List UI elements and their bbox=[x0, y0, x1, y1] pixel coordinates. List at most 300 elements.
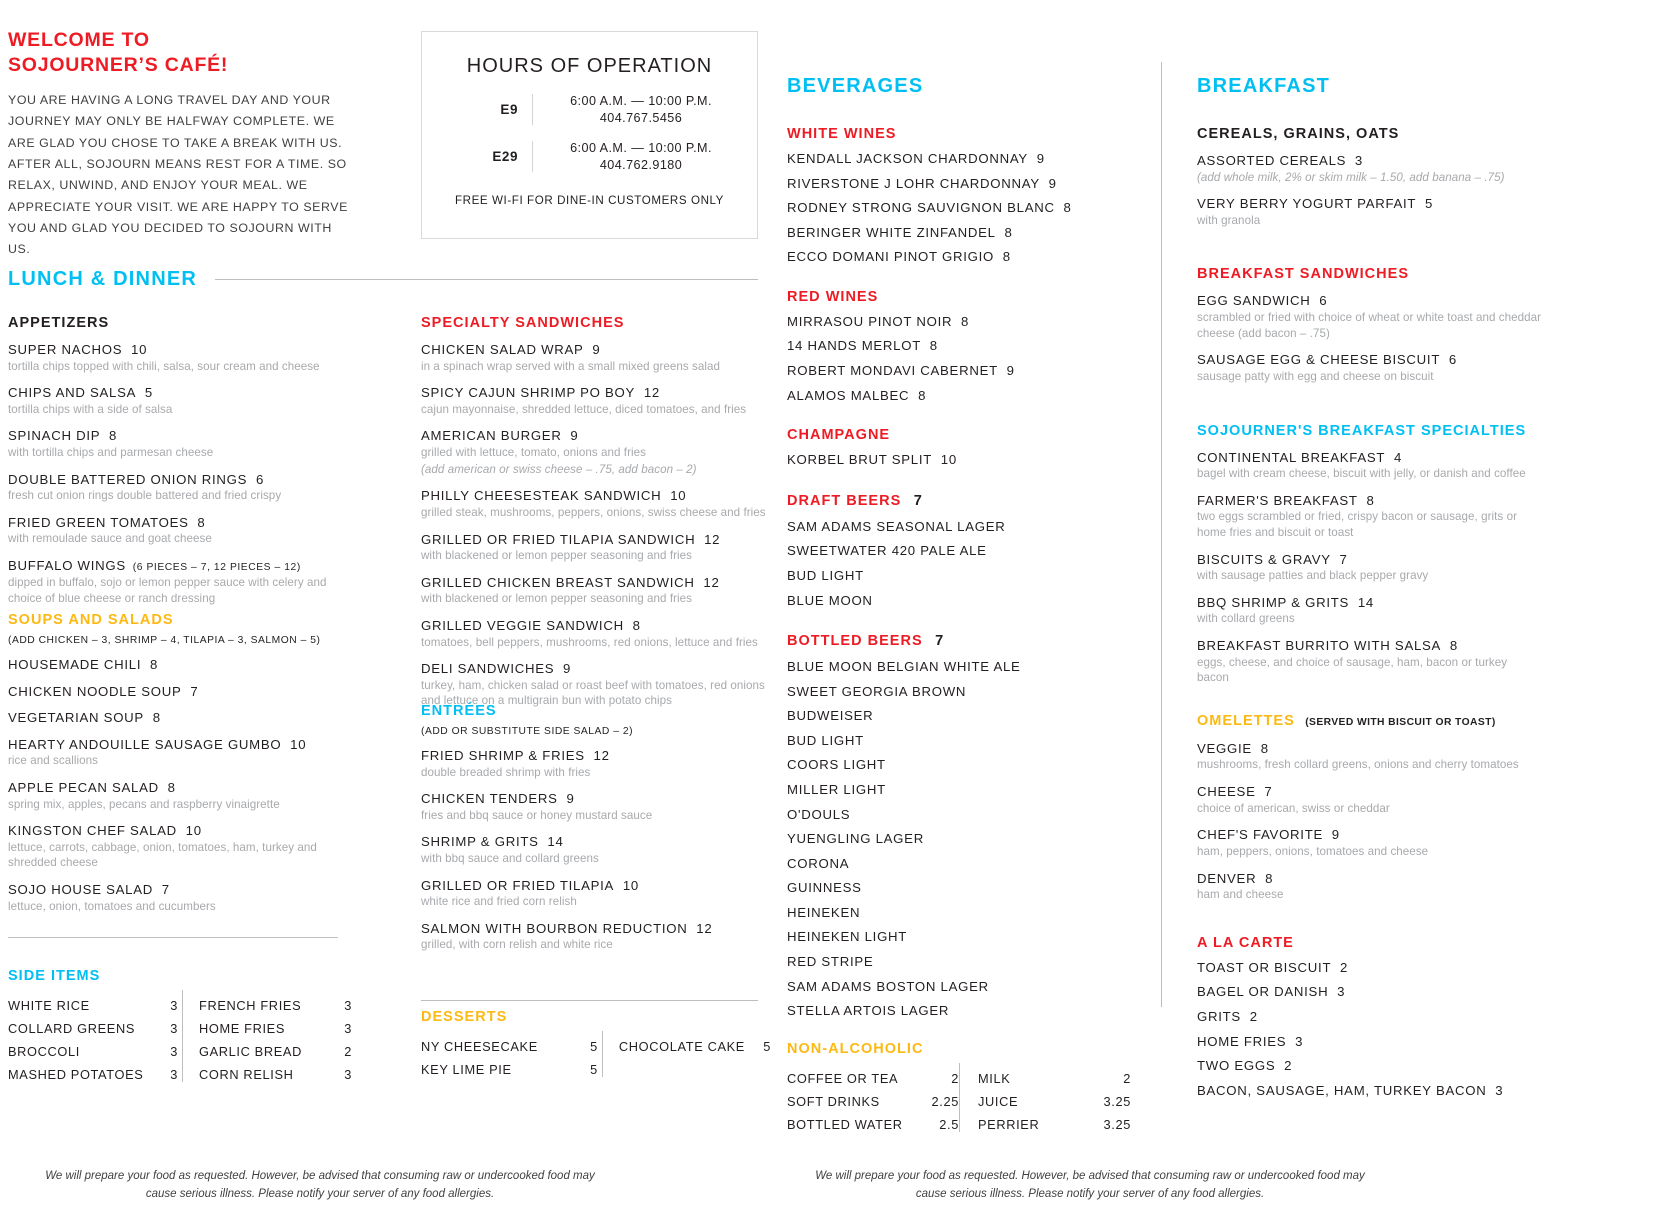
price-row-name: COFFEE OR TEA bbox=[787, 1070, 899, 1086]
menu-item-price: 14 bbox=[538, 834, 564, 850]
menu-item-name: EGG SANDWICH bbox=[1197, 293, 1311, 309]
menu-item-description: with tortilla chips and parmesan cheese bbox=[8, 446, 214, 460]
draft-beers-list bbox=[787, 519, 1157, 608]
price-row bbox=[787, 1094, 959, 1109]
menu-item-name: MIRRASOU PINOT NOIR bbox=[787, 313, 953, 329]
menu-item bbox=[421, 428, 771, 444]
menu-item-name: TWO EGGS bbox=[1197, 1058, 1276, 1074]
menu-item-name: FRIED GREEN TOMATOES bbox=[8, 514, 189, 530]
menu-item-description: two eggs scrambled or fried, crispy bacon or sausage, grits or home fries and biscuit or toast bbox=[1197, 510, 1517, 539]
menu-item-price: 8 bbox=[1251, 740, 1269, 756]
price-row-name: MILK bbox=[978, 1070, 1011, 1086]
a-la-carte-list bbox=[1197, 960, 1542, 1098]
menu-item bbox=[8, 342, 353, 358]
menu-item bbox=[787, 954, 1157, 970]
menu-item-name: HEINEKEN LIGHT bbox=[787, 929, 908, 945]
breakfast-section bbox=[1197, 75, 1542, 1098]
draft-beers-heading-row bbox=[787, 492, 1157, 510]
bottled-beers-list bbox=[787, 659, 1157, 1019]
menu-item-name: 14 HANDS MERLOT bbox=[787, 338, 922, 354]
menu-item-description: with collard greens bbox=[1197, 612, 1295, 626]
menu-item bbox=[421, 385, 771, 401]
menu-item-description-extra: (add american or swiss cheese – .75, add bacon – 2) bbox=[421, 462, 697, 476]
menu-item-description: lettuce, carrots, cabbage, onion, tomatoes, ham, turkey and shredded cheese bbox=[8, 840, 317, 870]
menu-item bbox=[1197, 741, 1542, 757]
price-row-value: 5 bbox=[763, 1039, 771, 1054]
menu-item-description: with granola bbox=[1197, 213, 1261, 227]
price-row bbox=[978, 1094, 1131, 1109]
menu-item-price: 9 bbox=[554, 661, 572, 677]
welcome-title-line2: SOJOURNER’S CAFÉ! bbox=[8, 53, 229, 76]
menu-item bbox=[8, 882, 353, 898]
menu-item-price: 7 bbox=[181, 683, 199, 699]
hours-row bbox=[422, 141, 757, 172]
menu-item bbox=[787, 659, 1157, 675]
cereals-group bbox=[1197, 126, 1542, 228]
breakfast-specialties-group bbox=[1197, 423, 1542, 686]
menu-item-price: 8 bbox=[909, 387, 927, 403]
menu-item-price: 10 bbox=[932, 452, 957, 468]
menu-item-description: with blackened or lemon pepper seasoning and fries bbox=[421, 549, 693, 563]
price-row-value: 2.5 bbox=[939, 1116, 959, 1132]
menu-item-price: 5 bbox=[1416, 196, 1434, 212]
menu-item-price: 8 bbox=[1357, 492, 1375, 508]
menu-item-price: 3 bbox=[1346, 153, 1363, 168]
hours-row bbox=[422, 94, 757, 125]
a-la-carte-group bbox=[1197, 935, 1542, 1098]
champagne-group bbox=[787, 427, 1157, 468]
menu-item bbox=[787, 593, 1157, 609]
section-heading-label: LUNCH & DINNER bbox=[8, 268, 198, 290]
menu-item-name: CORONA bbox=[787, 855, 850, 871]
menu-item-name: KINGSTON CHEF SALAD bbox=[8, 823, 177, 839]
menu-item-price: 8 bbox=[1256, 870, 1274, 886]
menu-item-description: mushrooms, fresh collard greens, onions and cherry tomatoes bbox=[1197, 758, 1519, 772]
desserts-left-column bbox=[421, 1031, 598, 1077]
welcome-body: YOU ARE HAVING A LONG TRAVEL DAY AND YOUR JOURNEY MAY ONLY BE HALFWAY COMPLETE. WE ARE GLAD YOU CHOSE TO TAKE A BREAK WITH US. AFTER ALL, SOJOURN MEANS REST FOR A TIME. SO RELAX, UNWIND, AND ENJOY YOUR MEAL. WE APPRECIATE YOUR VISIT. WE ARE HAPPY TO SERVE YOU AND GLAD YOU DECIDED TO SOJOURN WITH US. bbox=[8, 92, 348, 257]
menu-item-name: VERY BERRY YOGURT PARFAIT bbox=[1197, 196, 1417, 212]
menu-item-price: 10 bbox=[614, 877, 639, 893]
bottled-beers-price: 7 bbox=[935, 633, 945, 650]
champagne-list bbox=[787, 452, 1157, 468]
menu-item bbox=[787, 519, 1157, 535]
menu-item-description: ham, peppers, onions, tomatoes and cheese bbox=[1197, 844, 1429, 858]
section-divider bbox=[421, 1000, 758, 1001]
menu-item-name: SALMON WITH BOURBON REDUCTION bbox=[421, 920, 688, 936]
menu-item-price: 8 bbox=[143, 710, 161, 726]
menu-item-description: grilled, with corn relish and white rice bbox=[421, 938, 613, 952]
menu-item-name: FARMER'S BREAKFAST bbox=[1197, 492, 1358, 508]
menu-item-price: 6 bbox=[1310, 293, 1328, 309]
menu-item bbox=[421, 748, 771, 764]
menu-item-description: tomatoes, bell peppers, mushrooms, red onions, lettuce and fries bbox=[421, 635, 758, 649]
menu-item-price: 10 bbox=[281, 736, 307, 752]
menu-item-price: 8 bbox=[1441, 638, 1458, 654]
draft-beers-heading: DRAFT BEERS bbox=[787, 492, 902, 509]
breakfast-sandwiches-group bbox=[1197, 266, 1542, 384]
menu-item-name: DELI SANDWICHES bbox=[421, 661, 555, 677]
menu-item bbox=[421, 342, 771, 358]
price-row bbox=[199, 1044, 352, 1059]
menu-item bbox=[787, 1003, 1157, 1019]
menu-item-price: (6 PIECES – 7, 12 PIECES – 12) bbox=[125, 562, 301, 574]
price-row-value: 3 bbox=[344, 1067, 352, 1082]
menu-item bbox=[1197, 493, 1542, 509]
menu-item bbox=[1197, 638, 1542, 654]
menu-item-description: bagel with cream cheese, biscuit with jelly, or danish and coffee bbox=[1197, 467, 1526, 481]
side-items-section bbox=[8, 968, 353, 1082]
price-row bbox=[421, 1039, 598, 1054]
menu-item bbox=[1197, 871, 1542, 887]
menu-item-name: SAUSAGE EGG & CHEESE BISCUIT bbox=[1197, 352, 1441, 368]
menu-item-price: 8 bbox=[921, 338, 938, 354]
menu-item bbox=[8, 823, 353, 839]
menu-item bbox=[421, 834, 771, 850]
entrees-note: (ADD OR SUBSTITUTE SIDE SALAD – 2) bbox=[421, 726, 634, 737]
footer-disclaimer-left: We will prepare your food as requested. However, be advised that consuming raw or undercooked food may cause serious illness. Please notify your server of any food allergies. bbox=[45, 1170, 595, 1201]
omelettes-group bbox=[1197, 712, 1542, 903]
menu-item-price: 8 bbox=[995, 224, 1013, 240]
menu-item-description: choice of american, swiss or cheddar bbox=[1197, 801, 1390, 815]
menu-item-name: COORS LIGHT bbox=[787, 757, 886, 773]
menu-item-name: GRILLED OR FRIED TILAPIA SANDWICH bbox=[421, 531, 696, 547]
menu-item bbox=[1197, 1058, 1542, 1074]
price-row bbox=[978, 1071, 1131, 1086]
menu-item-description: with blackened or lemon pepper seasoning and fries bbox=[421, 592, 693, 606]
menu-item-description: fries and bbq sauce or honey mustard sauce bbox=[421, 808, 653, 822]
menu-item bbox=[1197, 984, 1542, 1000]
appetizers-heading: APPETIZERS bbox=[8, 315, 110, 331]
menu-item-description: with remoulade sauce and goat cheese bbox=[8, 532, 212, 546]
section-divider bbox=[8, 937, 338, 938]
price-row-name: BOTTLED WATER bbox=[787, 1116, 903, 1132]
menu-item-price: 8 bbox=[188, 514, 206, 530]
welcome-title-line1: WELCOME TO bbox=[8, 29, 150, 51]
menu-item-name: SWEET GEORGIA BROWN bbox=[787, 683, 967, 699]
menu-item bbox=[787, 905, 1157, 921]
menu-item-price: 8 bbox=[623, 617, 641, 633]
price-row bbox=[787, 1071, 959, 1086]
menu-item bbox=[787, 314, 1157, 330]
menu-item bbox=[1197, 960, 1542, 976]
menu-item-name: SPICY CAJUN SHRIMP PO BOY bbox=[421, 385, 636, 401]
menu-item-price: 8 bbox=[100, 428, 118, 444]
white-wines-list bbox=[787, 151, 1157, 265]
menu-item-description: eggs, cheese, and choice of sausage, ham, bacon or turkey bacon bbox=[1197, 655, 1508, 685]
menu-item bbox=[8, 780, 353, 796]
breakfast-specialties-list bbox=[1197, 450, 1542, 686]
menu-item-name: GRILLED OR FRIED TILAPIA bbox=[421, 877, 615, 893]
menu-item bbox=[787, 929, 1157, 945]
menu-item-name: VEGETARIAN SOUP bbox=[8, 710, 144, 726]
menu-item-description: ham and cheese bbox=[1197, 888, 1284, 902]
menu-item-price: 9 bbox=[1323, 827, 1340, 843]
menu-item-name: SUPER NACHOS bbox=[8, 342, 123, 357]
price-row bbox=[8, 998, 178, 1013]
breakfast-heading: BREAKFAST bbox=[1197, 75, 1331, 97]
soups-salads-note: (ADD CHICKEN – 3, SHRIMP – 4, TILAPIA – 3, SALMON – 5) bbox=[8, 635, 321, 646]
menu-item-price: 9 bbox=[557, 791, 575, 807]
menu-item-price: 2 bbox=[1331, 959, 1349, 975]
menu-item bbox=[787, 225, 1157, 241]
menu-item-name: YUENGLING LAGER bbox=[787, 831, 924, 847]
menu-item-name: CONTINENTAL BREAKFAST bbox=[1197, 449, 1386, 465]
non-alcoholic-left-column bbox=[787, 1063, 959, 1132]
menu-item bbox=[787, 388, 1157, 404]
menu-item bbox=[1197, 784, 1542, 800]
desserts-section bbox=[421, 1009, 771, 1077]
menu-item-name: PHILLY CHEESESTEAK SANDWICH bbox=[421, 488, 662, 504]
menu-item bbox=[8, 385, 353, 401]
menu-item-price: 9 bbox=[997, 363, 1015, 379]
breakfast-specialties-heading: SOJOURNER'S BREAKFAST SPECIALTIES bbox=[1197, 422, 1527, 439]
menu-item bbox=[8, 558, 353, 574]
white-wines-group bbox=[787, 126, 1157, 265]
hours-title: HOURS OF OPERATION bbox=[466, 55, 713, 77]
menu-item-name: FRIED SHRIMP & FRIES bbox=[421, 748, 585, 763]
appetizers-section bbox=[8, 315, 353, 607]
menu-item-description: white rice and fried corn relish bbox=[421, 895, 577, 909]
wifi-note: FREE WI-FI FOR DINE-IN CUSTOMERS ONLY bbox=[454, 194, 724, 207]
menu-item-name: HOME FRIES bbox=[1197, 1033, 1287, 1049]
menu-item-name: DENVER bbox=[1197, 870, 1257, 886]
menu-item-description: cajun mayonnaise, shredded lettuce, diced tomatoes, and fries bbox=[421, 402, 747, 416]
menu-item-description: with bbq sauce and collard greens bbox=[421, 852, 599, 866]
menu-item-description: tortilla chips with a side of salsa bbox=[8, 402, 173, 416]
menu-item-price: 10 bbox=[661, 488, 687, 504]
red-wines-group bbox=[787, 289, 1157, 403]
menu-item-price: 6 bbox=[247, 471, 265, 487]
menu-item bbox=[1197, 450, 1542, 466]
side-items-right-column bbox=[182, 990, 352, 1082]
menu-item bbox=[1197, 827, 1542, 843]
price-row-value: 2 bbox=[344, 1044, 352, 1059]
price-row-value: 3 bbox=[170, 1067, 178, 1082]
menu-item-price: 12 bbox=[635, 385, 660, 401]
menu-item-price: 12 bbox=[695, 531, 721, 547]
hours-phone: 404.762.9180 bbox=[599, 158, 683, 172]
price-row-name: BROCCOLI bbox=[8, 1044, 80, 1059]
champagne-heading: CHAMPAGNE bbox=[787, 427, 891, 444]
menu-item-name: ROBERT MONDAVI CABERNET bbox=[787, 363, 998, 379]
menu-item-name: GRILLED CHICKEN BREAST SANDWICH bbox=[421, 574, 695, 590]
menu-item-price: 6 bbox=[1440, 352, 1457, 368]
menu-item bbox=[421, 488, 771, 504]
menu-item-description: spring mix, apples, pecans and raspberry vinaigrette bbox=[8, 797, 280, 811]
beverages-heading: BEVERAGES bbox=[787, 75, 924, 97]
menu-item-price: 2 bbox=[1240, 1008, 1258, 1024]
menu-item bbox=[787, 684, 1157, 700]
welcome-block bbox=[8, 28, 353, 261]
hours-phone: 404.767.5456 bbox=[599, 111, 683, 125]
menu-item bbox=[787, 452, 1157, 468]
price-row-name: NY CHEESECAKE bbox=[421, 1039, 538, 1054]
menu-item-description: with sausage patties and black pepper gravy bbox=[1197, 569, 1429, 583]
menu-item bbox=[1197, 153, 1542, 169]
menu-item bbox=[421, 878, 771, 894]
bottled-beers-heading: BOTTLED BEERS bbox=[787, 633, 923, 650]
menu-item-description: rice and scallions bbox=[8, 754, 98, 768]
menu-item-name: CHIPS AND SALSA bbox=[8, 385, 137, 401]
menu-item-name: GRILLED VEGGIE SANDWICH bbox=[421, 617, 624, 633]
menu-item-name: BUD LIGHT bbox=[787, 567, 864, 583]
menu-item-description: turkey, ham, chicken salad or roast beef with tomatoes, red onions and lettuce on a multigrain bun with potato chips bbox=[421, 678, 765, 708]
menu-item-price: 7 bbox=[1330, 551, 1348, 567]
menu-item-description: lettuce, onion, tomatoes and cucumbers bbox=[8, 899, 216, 913]
menu-item bbox=[421, 618, 771, 634]
omelettes-heading: OMELETTES bbox=[1197, 712, 1295, 729]
menu-item-name: BACON, SAUSAGE, HAM, TURKEY BACON bbox=[1197, 1082, 1487, 1098]
menu-item bbox=[8, 737, 353, 753]
price-row bbox=[8, 1044, 178, 1059]
price-row-name: SOFT DRINKS bbox=[787, 1093, 880, 1109]
menu-item-price: 3 bbox=[1486, 1082, 1504, 1098]
menu-item-description: tortilla chips topped with chili, salsa, sour cream and cheese bbox=[8, 359, 320, 373]
price-row-name: KEY LIME PIE bbox=[421, 1062, 512, 1077]
menu-item-name: SOJO HOUSE SALAD bbox=[8, 882, 153, 898]
menu-item bbox=[421, 661, 771, 677]
menu-item-name: CHEESE bbox=[1197, 784, 1256, 800]
entrees-heading: ENTRÉES bbox=[421, 703, 497, 719]
hours-time: 6:00 A.M. — 10:00 P.M. bbox=[570, 94, 712, 108]
menu-item bbox=[1197, 352, 1542, 368]
menu-item-price: 8 bbox=[952, 313, 970, 329]
menu-item-name: TOAST OR BISCUIT bbox=[1197, 959, 1332, 975]
menu-item-price: 14 bbox=[1349, 594, 1374, 610]
price-row-value: 2 bbox=[1123, 1070, 1131, 1086]
breakfast-sandwiches-list bbox=[1197, 293, 1542, 384]
menu-item-name: BLUE MOON bbox=[787, 592, 873, 608]
price-row-value: 3 bbox=[344, 998, 352, 1013]
gate-code: E9 bbox=[500, 102, 518, 117]
desserts-heading: DESSERTS bbox=[421, 1009, 508, 1025]
menu-item-name: RODNEY STRONG SAUVIGNON BLANC bbox=[787, 200, 1055, 216]
menu-item bbox=[787, 363, 1157, 379]
menu-item-name: KORBEL BRUT SPLIT bbox=[787, 452, 932, 468]
menu-item-price: 9 bbox=[561, 428, 579, 444]
white-wines-heading: WHITE WINES bbox=[787, 126, 897, 142]
omelettes-note: (SERVED WITH BISCUIT OR TOAST) bbox=[1305, 716, 1496, 728]
menu-item-name: RIVERSTONE J LOHR CHARDONNAY bbox=[787, 175, 1040, 191]
price-row-value: 5 bbox=[590, 1039, 598, 1054]
appetizers-list bbox=[8, 342, 353, 607]
lunch-dinner-heading bbox=[8, 268, 758, 291]
menu-item-name: HEARTY ANDOUILLE SAUSAGE GUMBO bbox=[8, 736, 282, 752]
price-row bbox=[199, 998, 352, 1013]
price-row-name: FRENCH FRIES bbox=[199, 998, 302, 1013]
menu-item-price: 9 bbox=[1039, 175, 1057, 191]
side-items-left-column bbox=[8, 990, 178, 1082]
menu-item bbox=[8, 710, 353, 726]
hours-time: 6:00 A.M. — 10:00 P.M. bbox=[570, 141, 712, 155]
menu-item-price: 2 bbox=[1275, 1058, 1293, 1074]
menu-item-price: 4 bbox=[1385, 449, 1403, 465]
menu-item-name: AMERICAN BURGER bbox=[421, 428, 562, 444]
menu-item-price: 8 bbox=[993, 249, 1011, 265]
price-row-value: 2.25 bbox=[931, 1093, 959, 1109]
price-row-name: JUICE bbox=[978, 1093, 1019, 1109]
price-row-name: WHITE RICE bbox=[8, 998, 90, 1013]
price-row bbox=[978, 1117, 1131, 1132]
menu-item bbox=[787, 733, 1157, 749]
menu-item bbox=[787, 249, 1157, 265]
price-row bbox=[8, 1067, 178, 1082]
menu-item-name: O'DOULS bbox=[787, 806, 851, 822]
menu-item-name: BERINGER WHITE ZINFANDEL bbox=[787, 224, 996, 240]
menu-item bbox=[787, 782, 1157, 798]
menu-item-name: APPLE PECAN SALAD bbox=[8, 779, 159, 795]
side-items-heading: SIDE ITEMS bbox=[8, 968, 101, 984]
menu-item bbox=[787, 880, 1157, 896]
menu-item bbox=[421, 791, 771, 807]
soups-salads-list bbox=[8, 657, 353, 914]
menu-item bbox=[787, 338, 1157, 354]
menu-item-name: ALAMOS MALBEC bbox=[787, 387, 910, 403]
menu-item-description: (add whole milk, 2% or skim milk – 1.50, add banana – .75) bbox=[1197, 170, 1505, 184]
beverages-section bbox=[787, 75, 1157, 1132]
menu-item-price: 7 bbox=[1255, 784, 1273, 800]
menu-item-description: double breaded shrimp with fries bbox=[421, 765, 591, 779]
side-items-table bbox=[8, 990, 353, 1082]
price-row bbox=[421, 1062, 598, 1077]
non-alcoholic-right-column bbox=[959, 1063, 1131, 1132]
price-row-value: 3.25 bbox=[1103, 1116, 1131, 1132]
menu-item-description: in a spinach wrap served with a small mixed greens salad bbox=[421, 359, 721, 373]
menu-item-price: 3 bbox=[1328, 984, 1346, 1000]
menu-item bbox=[787, 568, 1157, 584]
draft-beers-price: 7 bbox=[913, 492, 923, 509]
menu-item-name: BAGEL OR DANISH bbox=[1197, 984, 1329, 1000]
menu-item bbox=[1197, 595, 1542, 611]
soups-salads-heading: SOUPS AND SALADS bbox=[8, 612, 174, 628]
price-row-value: 3 bbox=[170, 998, 178, 1013]
price-row bbox=[199, 1021, 352, 1036]
entrees-list bbox=[421, 748, 771, 953]
menu-item-price: 8 bbox=[141, 657, 159, 672]
price-row-name: CHOCOLATE CAKE bbox=[618, 1039, 745, 1054]
menu-item-name: CHEF'S FAVORITE bbox=[1197, 827, 1324, 843]
menu-item bbox=[787, 757, 1157, 773]
desserts-right-column bbox=[602, 1031, 771, 1077]
menu-item-name: BUDWEISER bbox=[787, 708, 874, 724]
price-row-name: GARLIC BREAD bbox=[199, 1044, 302, 1059]
gate-code: E29 bbox=[492, 149, 518, 164]
menu-item-name: DOUBLE BATTERED ONION RINGS bbox=[8, 471, 248, 487]
menu-item bbox=[8, 428, 353, 444]
breakfast-sandwiches-heading: BREAKFAST SANDWICHES bbox=[1197, 266, 1410, 283]
menu-item-description: dipped in buffalo, sojo or lemon pepper sauce with celery and choice of blue cheese or ranch dressing bbox=[8, 576, 327, 605]
menu-item bbox=[787, 979, 1157, 995]
menu-item bbox=[8, 515, 353, 531]
menu-item-name: GRITS bbox=[1197, 1008, 1241, 1024]
entrees-section bbox=[421, 703, 771, 953]
cereals-heading: CEREALS, GRAINS, OATS bbox=[1197, 126, 1400, 142]
menu-item bbox=[787, 831, 1157, 847]
heading-rule bbox=[215, 279, 758, 280]
bottled-beers-heading-row bbox=[787, 632, 1157, 650]
omelettes-heading-row bbox=[1197, 712, 1542, 730]
menu-item-name: BREAKFAST BURRITO WITH SALSA bbox=[1197, 638, 1442, 654]
price-row-value: 2 bbox=[951, 1070, 959, 1086]
price-row-value: 3.25 bbox=[1103, 1093, 1131, 1109]
menu-item-price: 5 bbox=[136, 385, 153, 401]
menu-item bbox=[421, 575, 771, 591]
menu-item-price: 8 bbox=[158, 779, 176, 795]
price-row-name: COLLARD GREENS bbox=[8, 1021, 136, 1036]
menu-item-description: sausage patty with egg and cheese on biscuit bbox=[1197, 369, 1434, 383]
menu-item-price: 12 bbox=[584, 748, 610, 763]
hours-of-operation-box bbox=[421, 31, 758, 239]
